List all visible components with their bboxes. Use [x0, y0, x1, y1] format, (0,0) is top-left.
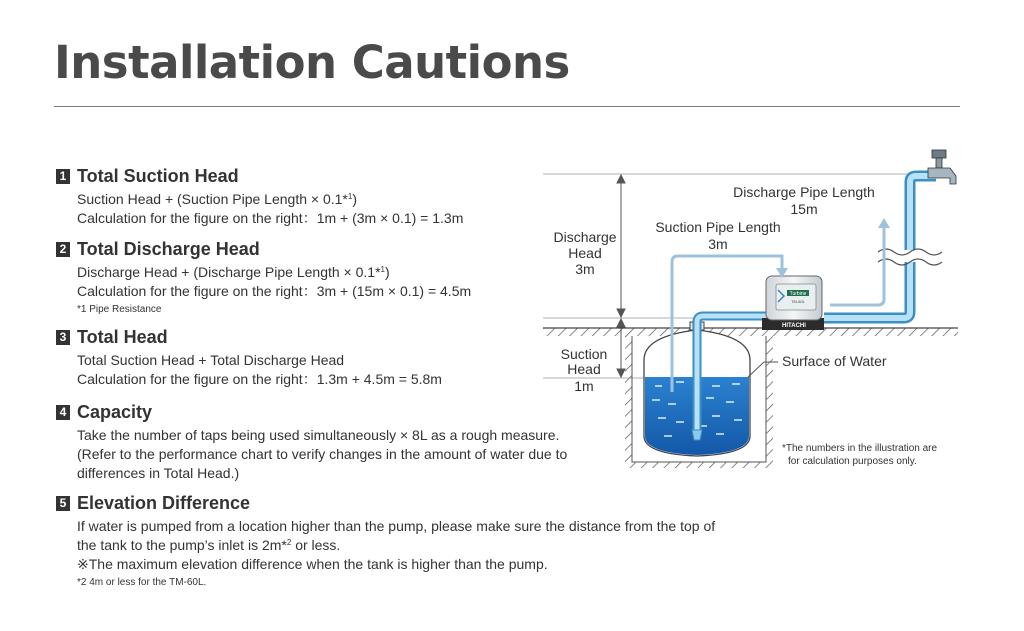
- section-heading: Total Head: [77, 326, 168, 347]
- section-number: 2: [56, 242, 70, 257]
- calculation-line: Calculation for the figure on the right：3m + (15m × 0.1) = 4.5m: [77, 283, 472, 299]
- discharge-head-label: Discharge: [553, 229, 617, 245]
- text-line: (Refer to the performance chart to verify changes in the amount of water due to: [77, 446, 568, 462]
- section-heading: Total Discharge Head: [77, 238, 260, 259]
- formula-line: Discharge Head + (Discharge Pipe Length × 0.1*$^1$): [77, 264, 390, 280]
- svg-text:Turbine: Turbine: [789, 291, 807, 297]
- illustration-footnote-line1: *The numbers in the illustration are: [782, 443, 938, 454]
- text-line: If water is pumped from a location higher than the pump, please make sure the distance from the top of: [77, 518, 716, 534]
- calculation-line: Calculation for the figure on the right：1.3m + 4.5m = 5.8m: [77, 371, 442, 387]
- discharge-head-value: 3m: [575, 261, 595, 277]
- section-heading: Total Suction Head: [77, 165, 239, 186]
- discharge-head-label-2: Head: [568, 245, 602, 261]
- illustration-footnote-line2: for calculation purposes only.: [788, 456, 917, 467]
- suction-pipe-length-label: Suction Pipe Length: [655, 219, 781, 235]
- section-heading: Elevation Difference: [77, 492, 251, 513]
- text-line: differences in Total Head.): [77, 465, 240, 481]
- text-line: ※The maximum elevation difference when the tank is higher than the pump.: [77, 556, 548, 572]
- pump-brand-label: HITACHI: [782, 323, 806, 329]
- section-number: 4: [56, 405, 70, 420]
- suction-head-label: Suction: [560, 346, 608, 362]
- text-line: the tank to the pump’s inlet is 2m*$^2$ or less.: [77, 537, 341, 553]
- formula-line: Total Suction Head + Total Discharge Head: [77, 352, 345, 368]
- discharge-head-dimension: [617, 175, 625, 317]
- svg-text:TM-60L: TM-60L: [791, 299, 805, 304]
- calculation-line: Calculation for the figure on the right：1m + (3m × 0.1) = 1.3m: [77, 210, 464, 226]
- page-title: Installation Cautions: [54, 36, 570, 89]
- discharge-arrowhead: [878, 218, 890, 228]
- section-number: 5: [56, 496, 70, 511]
- suction-head-label-2: Head: [567, 361, 601, 377]
- section-number: 1: [56, 169, 70, 184]
- text-line: Take the number of taps being used simultaneously × 8L as a rough measure.: [77, 427, 560, 443]
- discharge-pipe-length-label: Discharge Pipe Length: [733, 184, 875, 200]
- suction-head-value: 1m: [574, 378, 594, 394]
- discharge-pipe-length-value: 15m: [790, 201, 818, 217]
- surface-of-water-label: Surface of Water: [782, 353, 887, 369]
- footnote-tm60l: *2 4m or less for the TM-60L.: [77, 577, 207, 588]
- footnote-pipe-resistance: *1 Pipe Resistance: [77, 304, 162, 315]
- discharge-flow-arrow: [830, 226, 884, 305]
- section-number: 3: [56, 330, 70, 345]
- suction-pipe-length-value: 3m: [708, 236, 728, 252]
- formula-line: Suction Head + (Suction Pipe Length × 0.1*$^1$): [77, 191, 357, 207]
- section-heading: Capacity: [77, 401, 153, 422]
- pump: [762, 276, 824, 330]
